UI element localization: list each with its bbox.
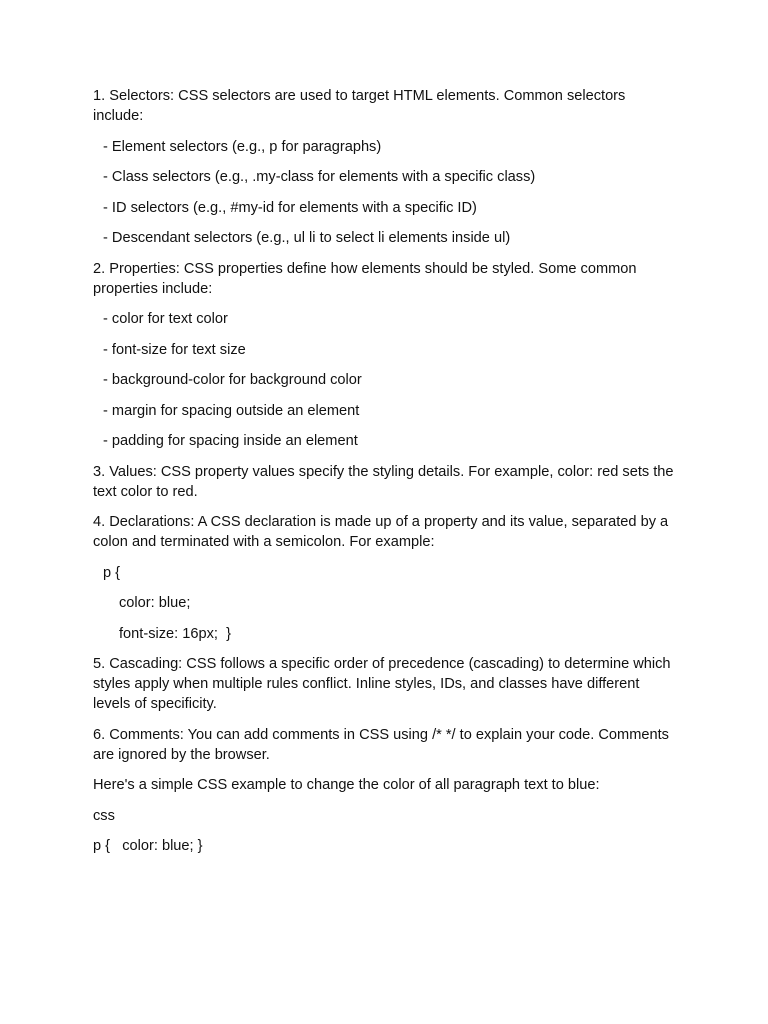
selector-item-class: - Class selectors (e.g., .my-class for elements with a specific class)	[103, 169, 536, 185]
values-paragraph: 3. Values: CSS property values specify the styling details. For example, color: red sets the text color to red.	[93, 463, 678, 500]
property-item-padding: - padding for spacing inside an element	[103, 433, 358, 449]
document-page	[93, 86, 678, 867]
example-language-label: css	[93, 807, 115, 824]
declaration-code-line-3: font-size: 16px; }	[119, 625, 231, 642]
selector-item-id: - ID selectors (e.g., #my-id for elements with a specific ID)	[103, 199, 477, 216]
example-intro: Here's a simple CSS example to change the color of all paragraph text to blue:	[93, 777, 600, 793]
declaration-code-line-2: color: blue;	[119, 595, 191, 611]
comments-paragraph: 6. Comments: You can add comments in CSS using /* */ to explain your code. Comments are ignored by the browser.	[93, 726, 673, 763]
properties-heading: 2. Properties: CSS properties define how elements should be styled. Some common properties include:	[93, 260, 641, 297]
selector-item-descendant: - Descendant selectors (e.g., ul li to select li elements inside ul)	[103, 230, 511, 246]
cascading-paragraph: 5. Cascading: CSS follows a specific order of precedence (cascading) to determine which styles apply when multiple rules conflict. Inline styles, IDs, and classes have different levels of specificity.	[93, 656, 675, 712]
property-item-margin: - margin for spacing outside an element	[103, 402, 360, 419]
property-item-color: - color for text color	[103, 311, 228, 327]
property-item-background-color: - background-color for background color	[103, 372, 362, 388]
selectors-heading: 1. Selectors: CSS selectors are used to target HTML elements. Common selectors include:	[93, 88, 630, 124]
declarations-paragraph: 4. Declarations: A CSS declaration is made up of a property and its value, separated by a colon and terminated with a semicolon. For example:	[93, 514, 673, 550]
selector-item-element: - Element selectors (e.g., p for paragraphs)	[103, 138, 382, 155]
example-code: p { color: blue; }	[93, 838, 203, 854]
property-item-font-size: - font-size for text size	[103, 341, 246, 358]
declaration-code-line-1: p {	[103, 564, 121, 581]
